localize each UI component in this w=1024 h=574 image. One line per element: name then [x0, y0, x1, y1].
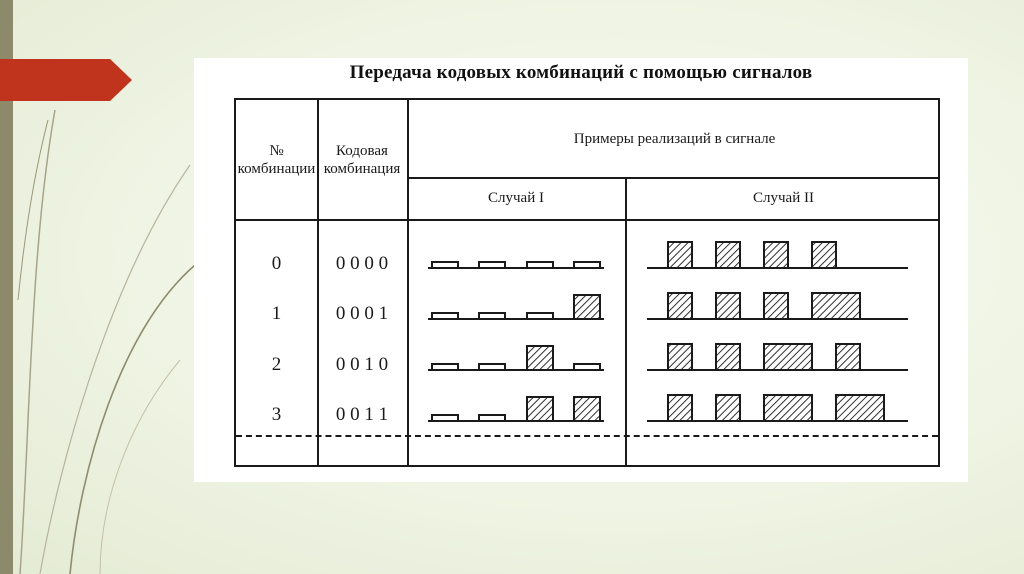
header-number-line1: № [269, 142, 284, 159]
table-scan-image [194, 58, 968, 482]
case2-pulse-row-2-bit-0 [668, 344, 692, 370]
row-1-number: 1 [271, 303, 282, 324]
row-3-number: 3 [271, 404, 282, 425]
header-code-line1: Кодовая [336, 142, 388, 159]
case1-pulse-row-0-bit-2 [527, 262, 553, 268]
row-1-code: 0 0 0 1 [335, 303, 389, 324]
case1-pulse-row-3-bit-1 [479, 415, 505, 421]
row-2-number: 2 [271, 354, 282, 375]
case2-pulse-row-1-bit-1 [716, 293, 740, 319]
case2-pulse-row-1-bit-2 [764, 293, 788, 319]
row-3-code: 0 0 1 1 [335, 404, 389, 425]
case2-pulse-row-0-bit-0 [668, 242, 692, 268]
case1-pulse-row-2-bit-0 [432, 364, 458, 370]
case1-pulse-row-3-bit-2 [527, 397, 553, 421]
case2-pulse-row-1-bit-0 [668, 293, 692, 319]
case2-pulse-row-1-bit-3 [812, 293, 860, 319]
row-2-code: 0 0 1 0 [335, 354, 389, 375]
case1-pulse-row-2-bit-1 [479, 364, 505, 370]
case1-pulse-row-1-bit-0 [432, 313, 458, 319]
table-title: Передача кодовых комбинаций с помощью сигналов [349, 62, 813, 83]
case2-pulse-row-2-bit-1 [716, 344, 740, 370]
case1-pulse-row-0-bit-3 [574, 262, 600, 268]
slide-arrow-accent [0, 59, 132, 101]
case2-pulse-row-3-bit-1 [716, 395, 740, 421]
case1-pulse-row-3-bit-3 [574, 397, 600, 421]
case1-pulse-row-2-bit-2 [527, 346, 553, 370]
row-0-code: 0 0 0 0 [335, 253, 389, 274]
case2-pulse-row-3-bit-2 [764, 395, 812, 421]
signal-diagrams [236, 100, 942, 469]
case1-pulse-row-1-bit-2 [527, 313, 553, 319]
case1-pulse-row-1-bit-1 [479, 313, 505, 319]
case1-pulse-row-2-bit-3 [574, 364, 600, 370]
case2-pulse-row-0-bit-2 [764, 242, 788, 268]
header-number-line2: комбинации [237, 160, 316, 177]
case2-pulse-row-3-bit-3 [836, 395, 884, 421]
case2-pulse-row-3-bit-0 [668, 395, 692, 421]
case1-pulse-row-0-bit-1 [479, 262, 505, 268]
header-code-line2: комбинация [323, 160, 401, 177]
case1-pulse-row-0-bit-0 [432, 262, 458, 268]
header-case2: Случай II [753, 190, 814, 206]
signal-table [234, 98, 940, 467]
case2-pulse-row-0-bit-3 [812, 242, 836, 268]
header-examples: Примеры реализаций в сигнале [573, 130, 776, 147]
header-case1: Случай I [488, 190, 544, 206]
case2-pulse-row-0-bit-1 [716, 242, 740, 268]
case1-pulse-row-3-bit-0 [432, 415, 458, 421]
case2-pulse-row-2-bit-3 [836, 344, 860, 370]
case1-pulse-row-1-bit-3 [574, 295, 600, 319]
case2-pulse-row-2-bit-2 [764, 344, 812, 370]
row-0-number: 0 [271, 253, 282, 274]
